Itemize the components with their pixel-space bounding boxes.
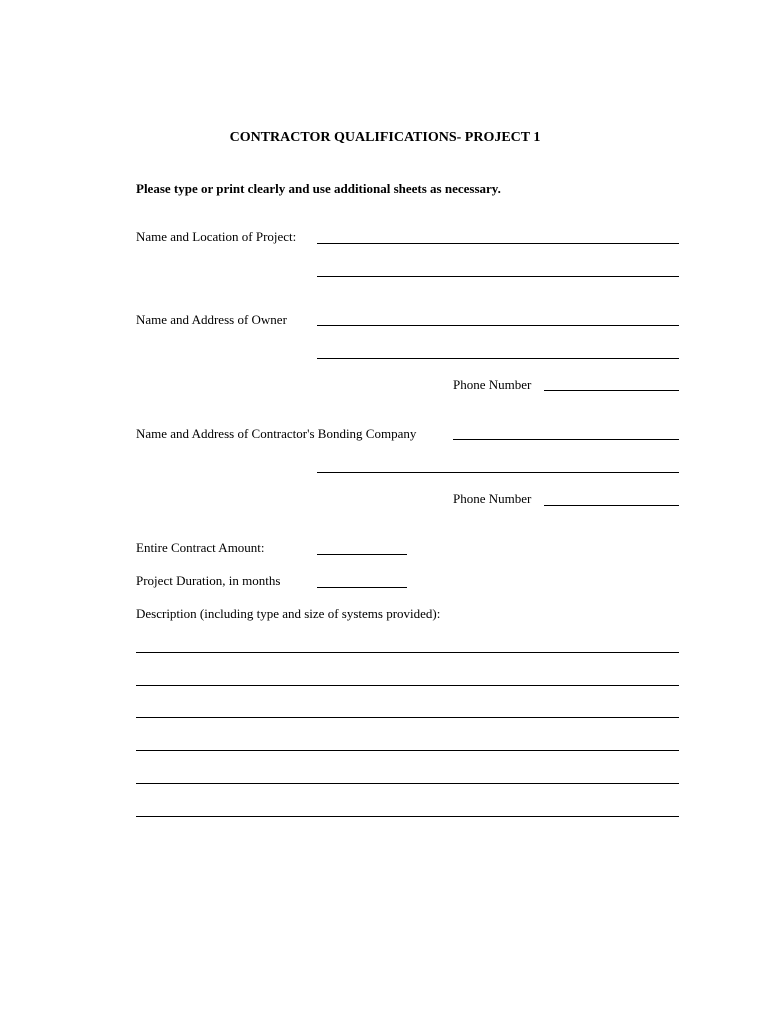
description-line-1[interactable] [136,652,679,653]
project-name-location-line-2[interactable] [317,276,679,277]
bonding-company-line-1[interactable] [453,439,679,440]
description-line-6[interactable] [136,816,679,817]
project-duration-label: Project Duration, in months [136,573,281,588]
bonding-phone-line[interactable] [544,505,679,506]
project-duration-line[interactable] [317,587,407,588]
description-line-2[interactable] [136,685,679,686]
owner-name-address-line-2[interactable] [317,358,679,359]
form-instructions: Please type or print clearly and use additional sheets as necessary. [136,181,501,196]
bonding-phone-label: Phone Number [453,491,532,506]
project-name-location-label: Name and Location of Project: [136,229,297,244]
contract-amount-label: Entire Contract Amount: [136,540,265,555]
owner-phone-line[interactable] [544,390,679,391]
description-line-5[interactable] [136,783,679,784]
project-name-location-line-1[interactable] [317,243,679,244]
owner-name-address-label: Name and Address of Owner [136,312,287,327]
owner-phone-label: Phone Number [453,377,532,392]
description-line-4[interactable] [136,750,679,751]
bonding-company-line-2[interactable] [317,472,679,473]
description-label: Description (including type and size of systems provided): [136,606,441,621]
description-line-3[interactable] [136,717,679,718]
owner-name-address-line-1[interactable] [317,325,679,326]
bonding-company-label: Name and Address of Contractor's Bonding Company [136,426,417,441]
form-title: CONTRACTOR QUALIFICATIONS- PROJECT 1 [229,130,541,145]
contract-amount-line[interactable] [317,554,407,555]
